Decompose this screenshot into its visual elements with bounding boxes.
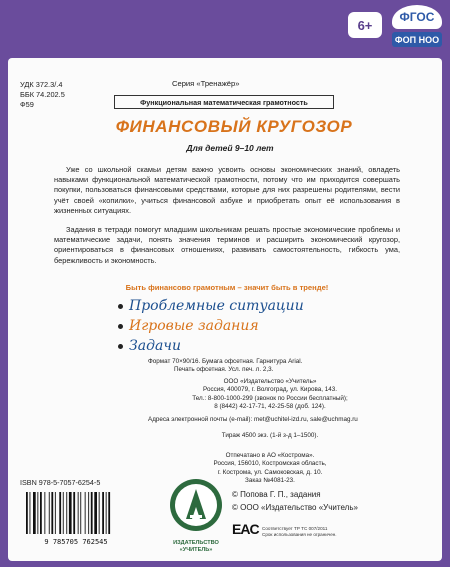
bullet-dot-icon <box>118 344 123 349</box>
barcode-icon <box>20 490 132 546</box>
bullet-dot-icon <box>118 324 123 329</box>
author-sign: Ф59 <box>20 100 34 109</box>
barcode-bar <box>66 492 67 534</box>
feature-game-tasks: Игровые задания <box>129 318 259 334</box>
barcode-bar <box>99 492 100 534</box>
description-paragraph-2: Задания в тетради помогут младшим школьникам решать простые экономические проблемы и математические задачи, понять значения терминов и расширить экономический кругозор, ориентироваться в финансовых отношениях, развивать самостоятельность, гибкость ума, бережливость и экономность. <box>54 225 400 265</box>
barcode-number: 9 785705 762545 <box>44 538 108 546</box>
list-item <box>118 336 318 356</box>
copyright-publisher: © ООО «Издательство «Учитель» <box>232 503 358 512</box>
printer-region: Россия, 156010, Костромская область, <box>213 460 327 468</box>
publisher-address: Россия, 400079, г. Волгоград, ул. Кирова, 143. <box>203 386 337 394</box>
publisher-name: ООО «Издательство «Учитель» <box>223 378 317 385</box>
book-subtitle: Для детей 9–10 лет <box>186 143 274 153</box>
slogan: Быть финансово грамотным – значит быть в тренде! <box>125 283 329 292</box>
bbk-code: ББК 74.202.5 <box>20 90 65 99</box>
bullet-dot-icon <box>118 304 123 309</box>
age-rating-badge: 6+ <box>348 12 382 38</box>
fop-noo-label: ФОП НОО <box>392 32 442 47</box>
feature-problem-situations: Проблемные ситуации <box>129 298 304 314</box>
barcode-bar <box>80 492 81 534</box>
conformity-standard: Соответствует ТР ТС 007/2011 <box>262 526 328 531</box>
barcode-bar <box>88 492 89 534</box>
format-line: Формат 70×90/16. Бумага офсетная. Гарнитура Arial. <box>148 358 303 365</box>
fgos-standard-badge-visible <box>392 5 442 51</box>
description-paragraph-1: Уже со школьной скамьи детям важно усвоить основы экономических знаний, овладеть навыками функциональной математической грамотности, потому что им приходится совершать покупки, пользоваться финансовыми средствами, которые для них разрешены родителями, вести учёт своей «копилки», учиться финансовой азбуке и приобретать опыт её использования в жизненных ситуациях. <box>54 165 400 215</box>
udk-code: УДК 372.3/.4 <box>20 80 63 89</box>
barcode-bar <box>108 492 110 534</box>
book-title: ФИНАНСОВЫЙ КРУГОЗОР <box>115 117 353 136</box>
barcode-bar <box>40 492 42 534</box>
conformity-info <box>262 526 382 538</box>
publisher-phone-extra: 8 (8442) 42-17-71, 42-25-58 (доб. 124). <box>214 403 326 411</box>
barcode-bar <box>85 492 86 534</box>
barcode-bar <box>94 492 97 534</box>
bibliographic-codes <box>20 80 100 110</box>
fgos-label: ФГОС <box>392 5 442 29</box>
printer-address: г. Кострома, ул. Самоковская, д. 10. <box>217 468 323 476</box>
barcode-bar <box>51 492 53 534</box>
barcode-bar <box>78 492 79 534</box>
barcode-bar <box>73 492 75 534</box>
feature-tasks: Задачи <box>129 338 182 354</box>
usage-period: Срок использования не ограничен. <box>262 532 337 537</box>
barcode-bar <box>44 492 45 534</box>
list-item <box>118 316 318 336</box>
barcode-bar <box>69 492 72 534</box>
barcode-bar <box>37 492 38 534</box>
features-list <box>118 296 318 356</box>
print-format <box>148 358 408 375</box>
barcode-bar <box>91 492 93 534</box>
barcode-bar <box>33 492 36 534</box>
barcode-bar <box>49 492 50 534</box>
barcode-bar <box>59 492 61 534</box>
barcode-bar <box>55 492 56 534</box>
printer-name: Отпечатано в АО «Кострома». <box>225 452 315 459</box>
barcode-bar <box>26 492 28 534</box>
barcode-bar <box>30 492 31 534</box>
publisher-info <box>140 378 400 412</box>
barcode-bar <box>102 492 104 534</box>
logo-caption-name: «УЧИТЕЛЬ» <box>179 547 213 553</box>
logo-caption-publisher: ИЗДАТЕЛЬСТВО <box>173 540 219 546</box>
copyright-author: © Попова Г. П., задания <box>232 490 321 499</box>
publisher-phone: Тел.: 8-800-1000-299 (звонок по России бесплатный); <box>192 394 348 402</box>
barcode-bar <box>106 492 107 534</box>
eac-mark: EAC <box>232 521 259 537</box>
order-number: Заказ №4081-23. <box>245 477 295 485</box>
circulation: Тираж 4500 экз. (1-й з-д 1–1500). <box>221 432 319 439</box>
barcode-bar <box>63 492 64 534</box>
email-line: Адреса электронной почты (e-mail): met@uchitel-izd.ru, sale@uchmag.ru <box>148 416 358 423</box>
category-label: Функциональная математическая грамотность <box>114 95 334 109</box>
isbn: ISBN 978-5-7057-6254-5 <box>20 478 101 487</box>
series-name: Серия «Тренажёр» <box>172 79 240 88</box>
list-item <box>118 296 318 316</box>
print-line: Печать офсетная. Усл. печ. л. 2,3. <box>174 366 274 374</box>
